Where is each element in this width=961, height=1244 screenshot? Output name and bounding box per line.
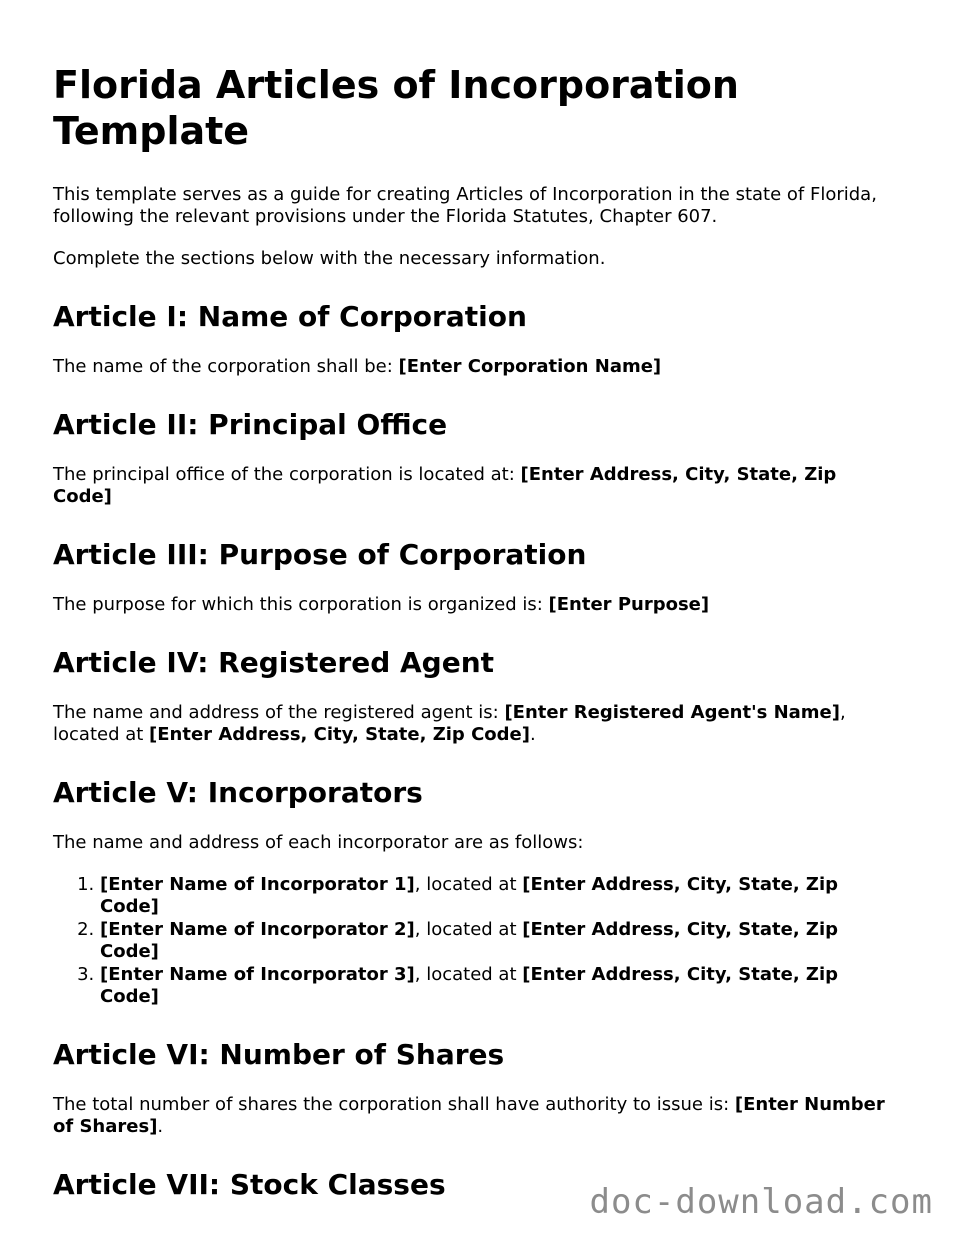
list-item: 2. [Enter Name of Incorporator 2], located at [Enter Address, City, State, Zip Code]: [100, 919, 893, 963]
article-4-text: The name and address of the registered agent is: [Enter Registered Agent's Name], located at [Enter Address, City, State, Zip Code].: [53, 702, 846, 745]
incorporator-address-field: [Enter Address, City, State, Zip Code]: [100, 919, 839, 962]
article-1-text: The name of the corporation shall be: [Enter Corporation Name]: [53, 356, 662, 377]
article-6-heading: Article VI: Number of Shares: [53, 1038, 505, 1071]
incorporator-name-field: [Enter Name of Incorporator 2]: [100, 919, 415, 940]
incorporator-address-field: [Enter Address, City, State, Zip Code]: [100, 874, 839, 917]
article-2-heading: Article II: Principal Office: [53, 408, 448, 441]
principal-office-field: [Enter Address, City, State, Zip Code]: [53, 464, 837, 507]
incorporator-address-field: [Enter Address, City, State, Zip Code]: [100, 964, 839, 1007]
purpose-field: [Enter Purpose]: [548, 594, 710, 615]
intro-paragraph: This template serves as a guide for creating Articles of Incorporation in the state of Florida, following the relevant provisions under the Florida Statutes, Chapter 607.: [53, 184, 877, 227]
number-of-shares-field: [Enter Number of Shares]: [53, 1094, 885, 1137]
article-6-text: The total number of shares the corporation shall have authority to issue is: [Enter Number of Shares].: [53, 1094, 885, 1137]
article-3-text: The purpose for which this corporation is organized is: [Enter Purpose]: [53, 594, 710, 615]
list-item: 3. [Enter Name of Incorporator 3], located at [Enter Address, City, State, Zip Code]: [100, 964, 893, 1008]
article-5-heading: Article V: Incorporators: [53, 776, 423, 809]
article-7-heading: Article VII: Stock Classes: [53, 1168, 446, 1201]
incorporator-list: [53, 874, 893, 1008]
incorporator-name-field: [Enter Name of Incorporator 1]: [100, 874, 415, 895]
article-4-heading: Article IV: Registered Agent: [53, 646, 495, 679]
list-item: 1. [Enter Name of Incorporator 1], located at [Enter Address, City, State, Zip Code]: [100, 874, 893, 918]
page-title: Florida Articles of Incorporation Template: [53, 63, 739, 153]
article-1-heading: Article I: Name of Corporation: [53, 300, 527, 333]
incorporator-name-field: [Enter Name of Incorporator 3]: [100, 964, 415, 985]
article-2-text: The principal office of the corporation is located at: [Enter Address, City, State, Zip Code]: [53, 464, 837, 507]
document-page: [53, 62, 893, 1224]
article-3-heading: Article III: Purpose of Corporation: [53, 538, 587, 571]
article-5-text: The name and address of each incorporator are as follows:: [53, 832, 584, 853]
corporation-name-field: [Enter Corporation Name]: [398, 356, 662, 377]
site-watermark: doc-download.com: [589, 1182, 933, 1222]
registered-agent-address-field: [Enter Address, City, State, Zip Code]: [149, 724, 530, 745]
instructions-paragraph: Complete the sections below with the necessary information.: [53, 248, 606, 269]
registered-agent-name-field: [Enter Registered Agent's Name]: [504, 702, 840, 723]
